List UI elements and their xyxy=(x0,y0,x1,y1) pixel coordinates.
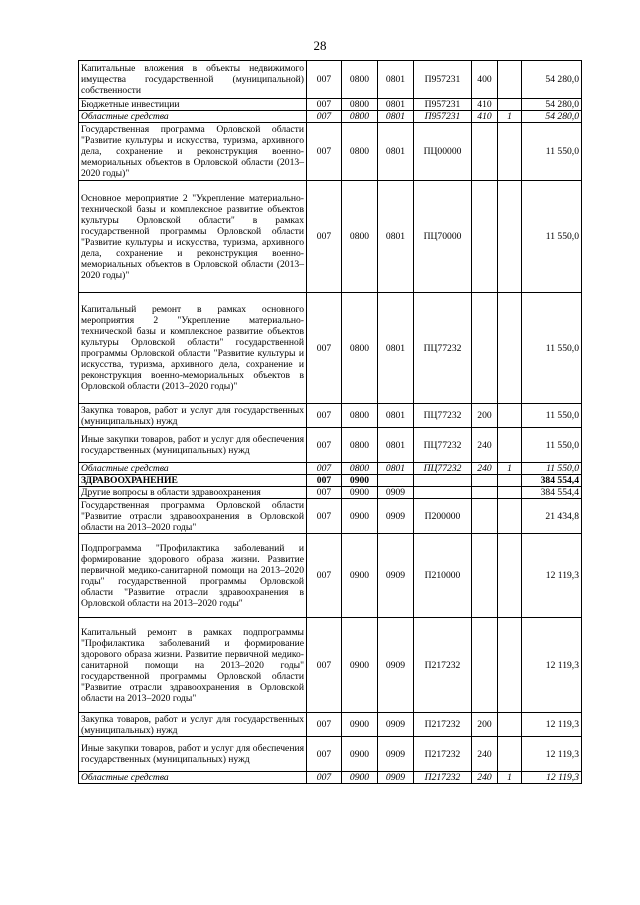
cell-csr: ПЦ00000 xyxy=(414,123,472,181)
row-name: Другие вопросы в области здравоохранения xyxy=(79,487,307,499)
cell-ved: 007 xyxy=(307,181,342,293)
cell-rz: 0900 xyxy=(342,618,378,713)
cell-vr xyxy=(472,534,498,618)
table-row xyxy=(79,618,582,713)
table-row xyxy=(79,534,582,618)
cell-ved: 007 xyxy=(307,99,342,111)
row-name: Капитальный ремонт в рамках подпрограммы "Профилактика заболеваний и формирование здорового образа жизни. Развитие первичной медико-санитарной помощи на 2013–2020 годы" государственной программы Орловской области "Развитие отрасли здравоохранения в Орловской области на 2013–2020 годы" xyxy=(79,618,307,713)
cell-pr: 0801 xyxy=(378,428,414,463)
cell-pr: 0909 xyxy=(378,772,414,784)
cell-rz: 0900 xyxy=(342,499,378,534)
cell-vr: 240 xyxy=(472,428,498,463)
cell-source xyxy=(498,713,522,737)
cell-ved: 007 xyxy=(307,111,342,123)
table-row xyxy=(79,181,582,293)
cell-amount: 384 554,4 xyxy=(522,475,582,487)
cell-vr: 200 xyxy=(472,404,498,428)
cell-source xyxy=(498,487,522,499)
cell-ved: 007 xyxy=(307,499,342,534)
row-name: Закупка товаров, работ и услуг для государственных (муниципальных) нужд xyxy=(79,713,307,737)
cell-vr: 240 xyxy=(472,463,498,475)
cell-ved: 007 xyxy=(307,713,342,737)
cell-vr xyxy=(472,181,498,293)
row-name: Капитальные вложения в объекты недвижимого имущества государственной (муниципальной) собственности xyxy=(79,61,307,99)
cell-ved: 007 xyxy=(307,61,342,99)
cell-amount: 11 550,0 xyxy=(522,123,582,181)
cell-source: 1 xyxy=(498,772,522,784)
cell-source xyxy=(498,293,522,404)
table-row xyxy=(79,404,582,428)
cell-amount: 11 550,0 xyxy=(522,404,582,428)
cell-csr: ПЦ77232 xyxy=(414,463,472,475)
cell-pr: 0801 xyxy=(378,61,414,99)
cell-pr: 0801 xyxy=(378,404,414,428)
cell-source xyxy=(498,61,522,99)
cell-source xyxy=(498,123,522,181)
cell-amount: 11 550,0 xyxy=(522,463,582,475)
cell-csr: П210000 xyxy=(414,534,472,618)
cell-csr: ПЦ70000 xyxy=(414,181,472,293)
cell-rz: 0800 xyxy=(342,404,378,428)
budget-table xyxy=(78,60,582,784)
cell-csr xyxy=(414,487,472,499)
cell-rz: 0800 xyxy=(342,111,378,123)
cell-rz: 0800 xyxy=(342,61,378,99)
table-row xyxy=(79,99,582,111)
cell-amount: 54 280,0 xyxy=(522,61,582,99)
cell-pr: 0909 xyxy=(378,487,414,499)
cell-source xyxy=(498,99,522,111)
cell-vr: 240 xyxy=(472,772,498,784)
table-row xyxy=(79,123,582,181)
cell-ved: 007 xyxy=(307,487,342,499)
cell-rz: 0800 xyxy=(342,181,378,293)
cell-rz: 0800 xyxy=(342,293,378,404)
cell-source xyxy=(498,404,522,428)
row-name: Областные средства xyxy=(79,772,307,784)
cell-csr: П217232 xyxy=(414,713,472,737)
row-name: Областные средства xyxy=(79,463,307,475)
cell-amount: 11 550,0 xyxy=(522,181,582,293)
cell-pr: 0909 xyxy=(378,737,414,772)
cell-csr: П217232 xyxy=(414,737,472,772)
table-row xyxy=(79,499,582,534)
cell-amount: 12 119,3 xyxy=(522,618,582,713)
cell-source: 1 xyxy=(498,463,522,475)
cell-csr: ПЦ77232 xyxy=(414,293,472,404)
cell-pr: 0909 xyxy=(378,534,414,618)
cell-csr: П957231 xyxy=(414,61,472,99)
cell-ved: 007 xyxy=(307,534,342,618)
cell-rz: 0800 xyxy=(342,99,378,111)
cell-amount: 54 280,0 xyxy=(522,99,582,111)
table-row xyxy=(79,61,582,99)
cell-source xyxy=(498,618,522,713)
cell-amount: 12 119,3 xyxy=(522,737,582,772)
cell-pr: 0801 xyxy=(378,99,414,111)
table-row xyxy=(79,487,582,499)
cell-rz: 0900 xyxy=(342,772,378,784)
cell-source xyxy=(498,428,522,463)
row-name: Иные закупки товаров, работ и услуг для обеспечения государственных (муниципальных) нужд xyxy=(79,737,307,772)
table-row xyxy=(79,111,582,123)
cell-ved: 007 xyxy=(307,428,342,463)
cell-ved: 007 xyxy=(307,772,342,784)
cell-ved: 007 xyxy=(307,293,342,404)
cell-ved: 007 xyxy=(307,463,342,475)
cell-rz: 0900 xyxy=(342,475,378,487)
cell-vr: 200 xyxy=(472,713,498,737)
table-row xyxy=(79,428,582,463)
row-name: Основное мероприятие 2 "Укрепление материально-технической базы и комплексное развитие объектов культуры Орловской области" в рамках государственной программы Орловской области "Развитие культуры и искусства, туризма, архивного дела, сохранение и реконструкция военно-мемориальных объектов в Орловской области (2013–2020 годы)" xyxy=(79,181,307,293)
cell-vr: 410 xyxy=(472,111,498,123)
cell-pr: 0909 xyxy=(378,618,414,713)
cell-source xyxy=(498,737,522,772)
table-row xyxy=(79,463,582,475)
cell-vr xyxy=(472,293,498,404)
cell-ved: 007 xyxy=(307,475,342,487)
cell-vr xyxy=(472,487,498,499)
cell-amount: 11 550,0 xyxy=(522,293,582,404)
cell-pr: 0909 xyxy=(378,713,414,737)
cell-csr: П200000 xyxy=(414,499,472,534)
cell-amount: 384 554,4 xyxy=(522,487,582,499)
cell-vr: 240 xyxy=(472,737,498,772)
cell-amount: 12 119,3 xyxy=(522,713,582,737)
cell-source xyxy=(498,499,522,534)
row-name: Закупка товаров, работ и услуг для государственных (муниципальных) нужд xyxy=(79,404,307,428)
row-name: Капитальный ремонт в рамках основного мероприятия 2 "Укрепление материально-технической базы и комплексное развитие объектов культуры Орловской области" государственной программы Орловской области "Развитие культуры и искусства, туризма, архивного дела, сохранение и реконструкция военно-мемориальных объектов в Орловской области (2013–2020 годы)" xyxy=(79,293,307,404)
cell-ved: 007 xyxy=(307,404,342,428)
cell-pr: 0801 xyxy=(378,463,414,475)
table-row xyxy=(79,737,582,772)
table-row xyxy=(79,475,582,487)
cell-amount: 21 434,8 xyxy=(522,499,582,534)
cell-pr: 0801 xyxy=(378,293,414,404)
cell-vr: 410 xyxy=(472,99,498,111)
cell-vr xyxy=(472,475,498,487)
table-row xyxy=(79,293,582,404)
cell-vr xyxy=(472,618,498,713)
cell-csr: ПЦ77232 xyxy=(414,404,472,428)
cell-amount: 12 119,3 xyxy=(522,534,582,618)
cell-csr xyxy=(414,475,472,487)
cell-source xyxy=(498,534,522,618)
table-row xyxy=(79,772,582,784)
cell-rz: 0900 xyxy=(342,713,378,737)
row-name: Государственная программа Орловской области "Развитие культуры и искусства, туризма, архивного дела, сохранение и реконструкция военно-мемориальных объектов в Орловской области (2013–2020 годы)" xyxy=(79,123,307,181)
row-name: Иные закупки товаров, работ и услуг для обеспечения государственных (муниципальных) нужд xyxy=(79,428,307,463)
cell-rz: 0800 xyxy=(342,428,378,463)
cell-pr: 0801 xyxy=(378,123,414,181)
cell-csr: П957231 xyxy=(414,111,472,123)
cell-pr: 0801 xyxy=(378,111,414,123)
cell-vr xyxy=(472,123,498,181)
cell-ved: 007 xyxy=(307,123,342,181)
cell-csr: П957231 xyxy=(414,99,472,111)
cell-vr xyxy=(472,499,498,534)
cell-rz: 0900 xyxy=(342,534,378,618)
cell-ved: 007 xyxy=(307,618,342,713)
cell-csr: ПЦ77232 xyxy=(414,428,472,463)
row-name: Государственная программа Орловской области "Развитие отрасли здравоохранения в Орловской области на 2013–2020 годы" xyxy=(79,499,307,534)
cell-source: 1 xyxy=(498,111,522,123)
cell-pr: 0909 xyxy=(378,499,414,534)
row-name: Областные средства xyxy=(79,111,307,123)
cell-pr xyxy=(378,475,414,487)
row-name: Подпрограмма "Профилактика заболеваний и формирование здорового образа жизни. Развитие первичной медико-санитарной помощи на 2013–2020 годы" государственной программы Орловской области "Развитие отрасли здравоохранения в Орловской области на 2013–2020 годы" xyxy=(79,534,307,618)
cell-rz: 0800 xyxy=(342,463,378,475)
cell-rz: 0800 xyxy=(342,123,378,181)
cell-pr: 0801 xyxy=(378,181,414,293)
cell-amount: 11 550,0 xyxy=(522,428,582,463)
cell-rz: 0900 xyxy=(342,737,378,772)
cell-amount: 12 119,3 xyxy=(522,772,582,784)
cell-source xyxy=(498,475,522,487)
row-name: Бюджетные инвестиции xyxy=(79,99,307,111)
cell-rz: 0900 xyxy=(342,487,378,499)
page-number: 28 xyxy=(313,38,327,53)
cell-ved: 007 xyxy=(307,737,342,772)
row-name: ЗДРАВООХРАНЕНИЕ xyxy=(79,475,307,487)
cell-amount: 54 280,0 xyxy=(522,111,582,123)
table-row xyxy=(79,713,582,737)
cell-vr: 400 xyxy=(472,61,498,99)
cell-csr: П217232 xyxy=(414,618,472,713)
cell-source xyxy=(498,181,522,293)
cell-csr: П217232 xyxy=(414,772,472,784)
